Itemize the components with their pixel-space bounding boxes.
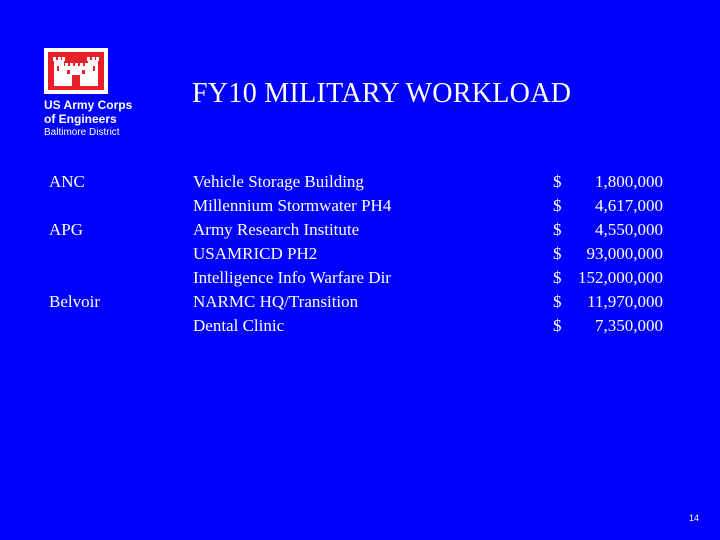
amount-value: 93,000,000 bbox=[586, 244, 663, 263]
amount-value: 4,617,000 bbox=[595, 196, 663, 215]
project-amount bbox=[553, 218, 663, 242]
logo-badge bbox=[44, 48, 108, 94]
page-number: 14 bbox=[689, 513, 700, 523]
logo-line-3: Baltimore District bbox=[44, 127, 120, 138]
project-amount bbox=[553, 314, 663, 338]
usace-logo bbox=[44, 48, 144, 140]
currency-symbol: $ bbox=[553, 172, 562, 191]
currency-symbol: $ bbox=[553, 268, 562, 287]
amount-column bbox=[553, 170, 663, 338]
project-amount bbox=[553, 290, 663, 314]
project-name: NARMC HQ/Transition bbox=[193, 292, 359, 311]
project-name: Dental Clinic bbox=[193, 316, 285, 335]
installation-code: ANC bbox=[49, 172, 85, 191]
project-amount bbox=[553, 266, 663, 290]
project-column bbox=[193, 170, 391, 338]
project-amount bbox=[553, 170, 663, 194]
logo-line-1: US Army Corps bbox=[44, 98, 133, 112]
castle-icon bbox=[48, 52, 104, 90]
logo-text bbox=[44, 98, 144, 139]
project-name: Vehicle Storage Building bbox=[193, 172, 364, 191]
currency-symbol: $ bbox=[553, 196, 562, 215]
installation-code: APG bbox=[49, 220, 84, 239]
project-name: Millennium Stormwater PH4 bbox=[193, 196, 392, 215]
project-amount bbox=[553, 242, 663, 266]
amount-value: 7,350,000 bbox=[595, 316, 663, 335]
amount-value: 11,970,000 bbox=[587, 292, 663, 311]
project-name: USAMRICD PH2 bbox=[193, 244, 318, 263]
logo-line-2: of Engineers bbox=[44, 112, 117, 126]
currency-symbol: $ bbox=[553, 316, 562, 335]
amount-value: 4,550,000 bbox=[595, 220, 663, 239]
project-name: Army Research Institute bbox=[193, 220, 360, 239]
installation-code: Belvoir bbox=[49, 292, 100, 311]
currency-symbol: $ bbox=[553, 292, 562, 311]
slide-title: FY10 MILITARY WORKLOAD bbox=[192, 78, 572, 109]
amount-value: 152,000,000 bbox=[578, 268, 663, 287]
currency-symbol: $ bbox=[553, 244, 562, 263]
amount-value: 1,800,000 bbox=[595, 172, 663, 191]
project-name: Intelligence Info Warfare Dir bbox=[193, 268, 391, 287]
project-amount bbox=[553, 194, 663, 218]
currency-symbol: $ bbox=[553, 220, 562, 239]
